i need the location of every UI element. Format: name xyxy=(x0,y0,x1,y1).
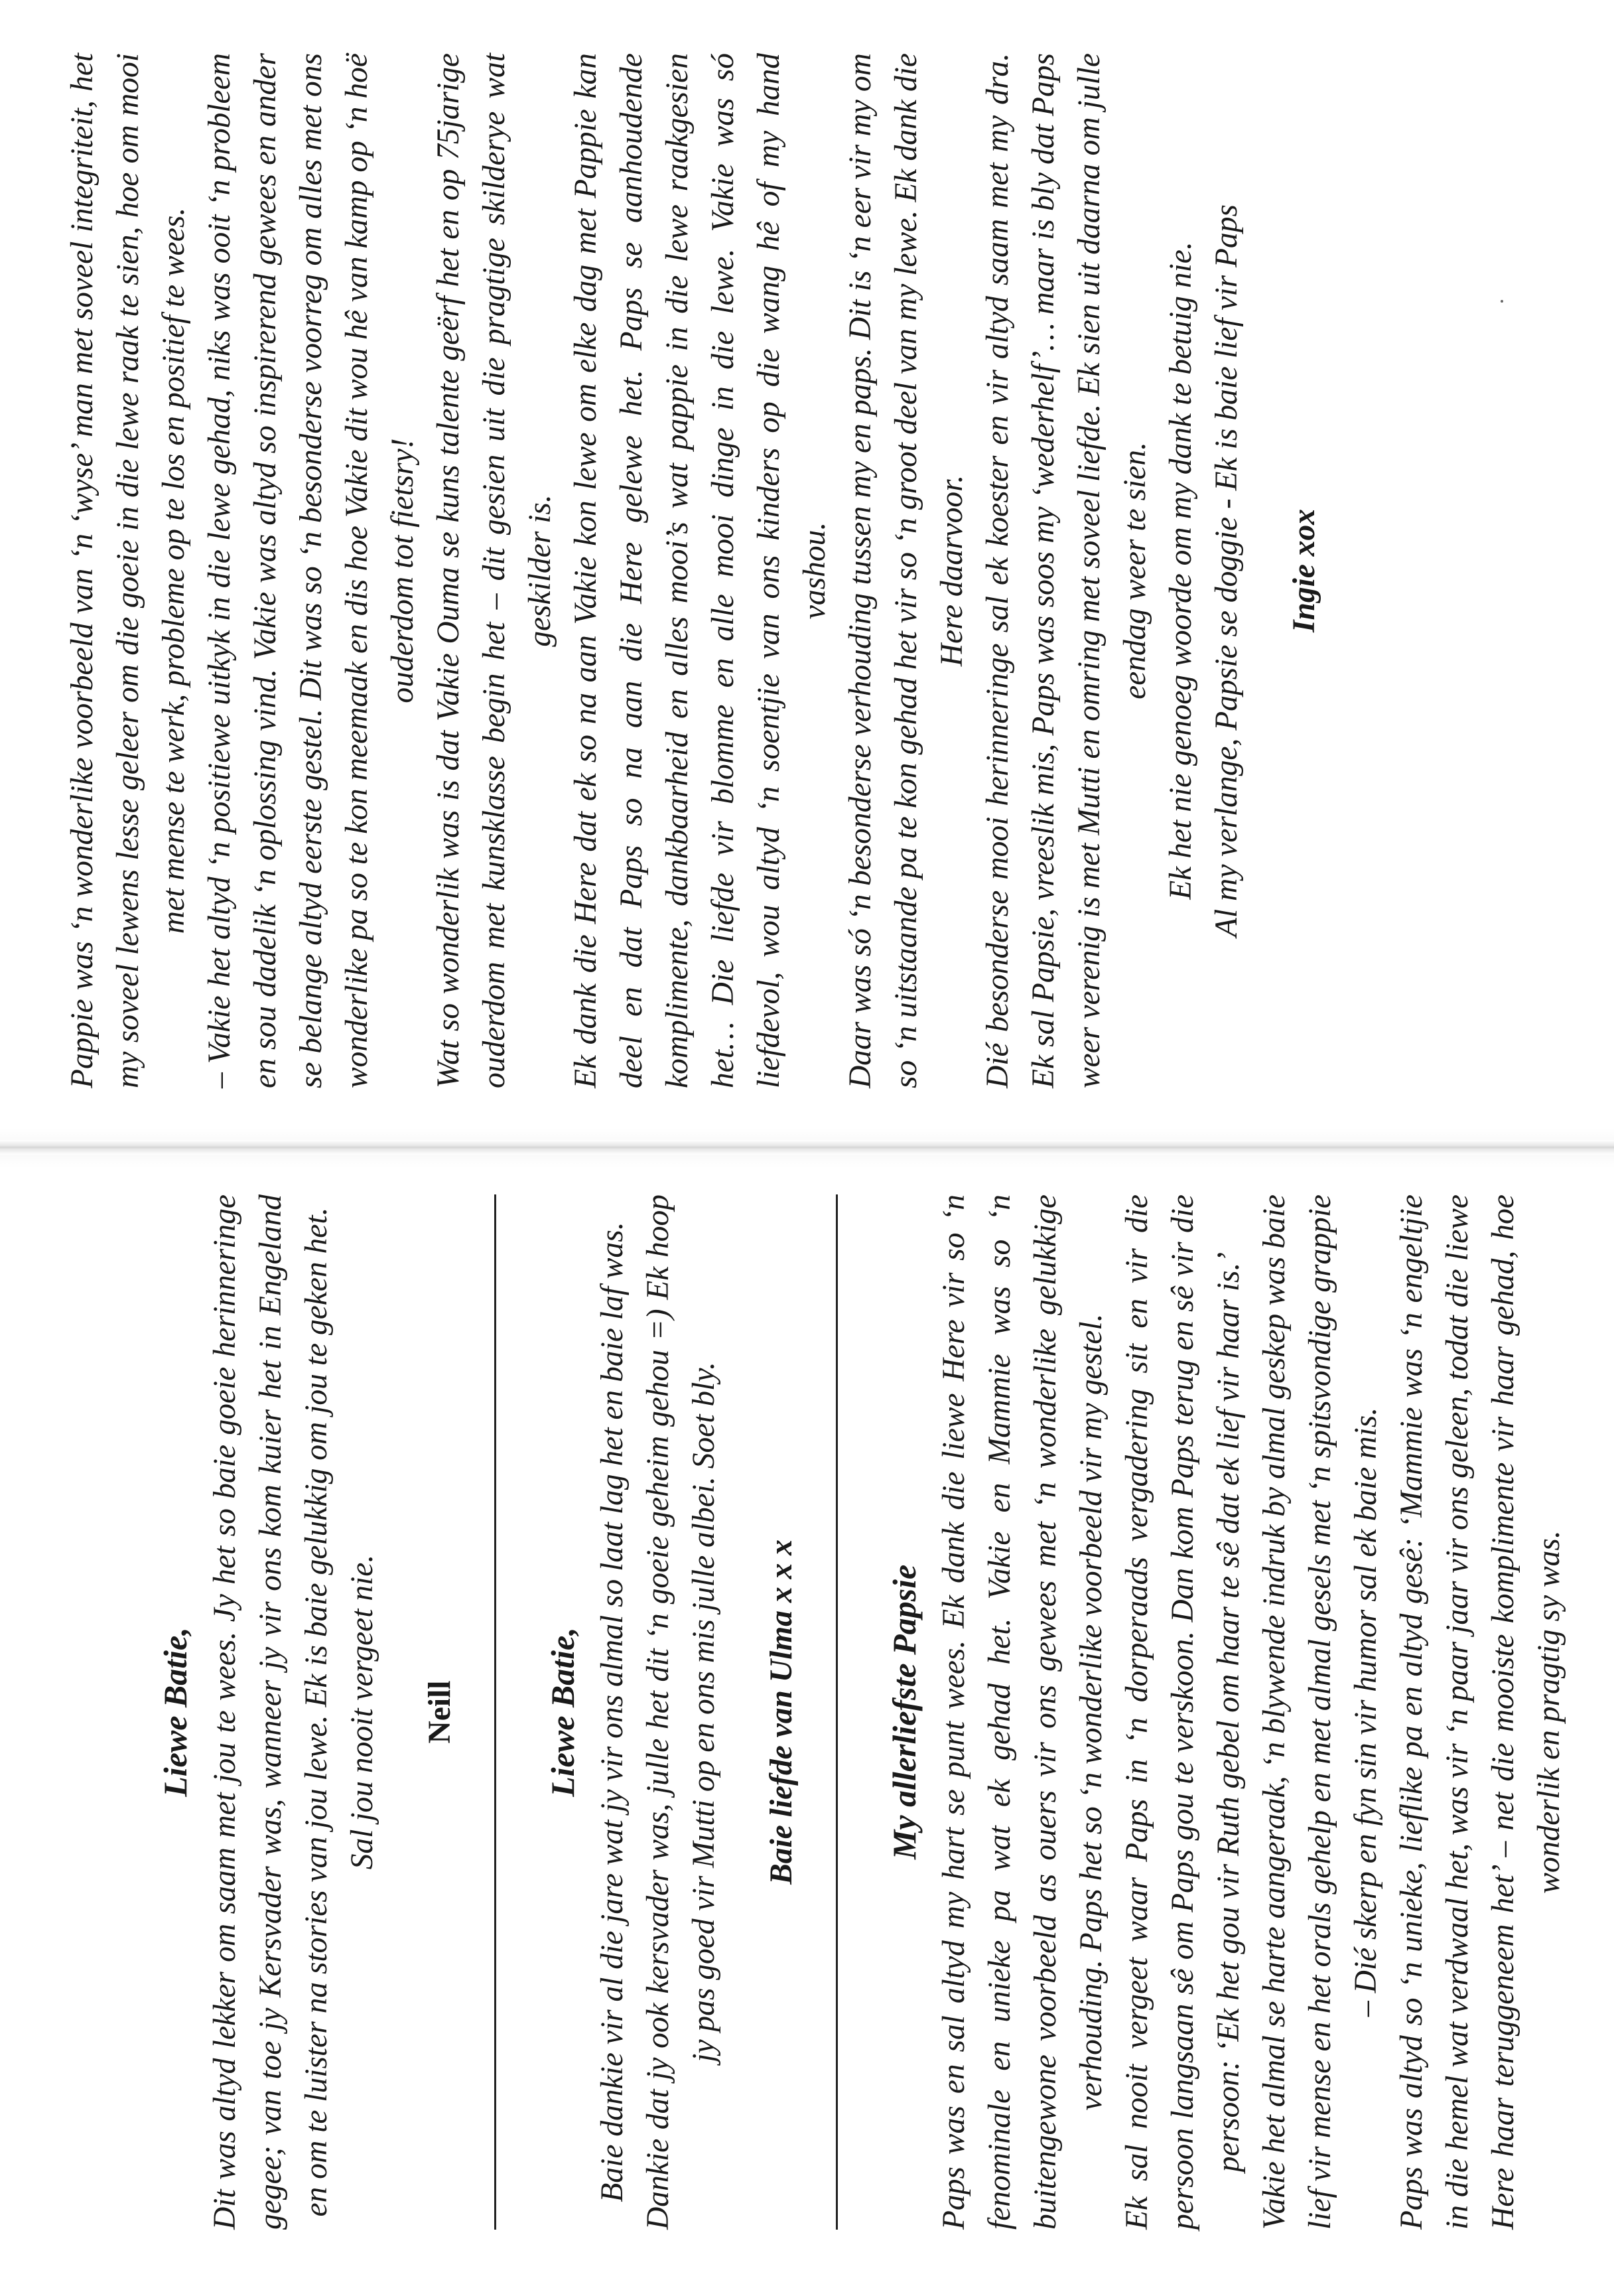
divider-2 xyxy=(836,1194,838,2230)
letter-papsie-paragraph-2: Ek sal nooit vergeet waar Paps in ‘n dorperaads vergadering sit en vir die persoon langsaan sê om Paps gou te verskoon. Dan kom Paps terug en sê vir die persoon: ‘Ek het gou vir Ruth gebel om haar te sê dat ek lief vir haar is.’ xyxy=(1120,1194,1246,2230)
letter-ulma-signature: Baie liefde van Ulma x x x xyxy=(764,1540,799,1885)
page-fold xyxy=(0,1140,1614,1155)
letter-ulma xyxy=(508,1194,805,2230)
spacer xyxy=(850,1194,882,2230)
letter-papsie xyxy=(850,1194,1572,2230)
ingie-paragraph-8: Al my verlange, Papsie se doggie - Ek is baie lief vir Paps xyxy=(1209,204,1244,938)
ingie-paragraph-4: Ek dank die Here dat ek so na aan Vakie kon lewe om elke dag met Pappie kan deel en dat Paps so na aan die Here gelewe het. Paps se aanhoudende komplimente, dankbaarheid en alles mooi’s wat pappie in die lewe raakgesien het… Die liefde vir blomme en alle mooi dinge in die lewe. Vakie was só liefdevol, wou altyd ‘n soentjie van ons kinders op die wang hê of my hand vashou. xyxy=(569,53,832,1088)
letter-papsie-paragraph-1: Paps was en sal altyd my hart se punt wees. Ek dank die liewe Here vir so ‘n fenominale en unieke pa wat ek gehad het. Vakie en Mammie was so ‘n buitengewone voorbeeld as ouers vir ons gewees met ‘n wonderlike gelukkige verhouding. Paps het so ‘n wonderlike voorbeeld vir my gestel. xyxy=(937,1194,1109,2230)
ingie-paragraph-5: Daar was só ‘n besonderse verhouding tussen my en paps. Dit is ‘n eer vir my om so ‘n uitstaande pa te kon gehad het vir so ‘n groot deel van my lewe. Ek dank die Here daarvoor. xyxy=(843,53,969,1088)
ingie-paragraph-1: Pappie was ‘n wonderlike voorbeeld van ‘n ‘wyse’ man met soveel integriteit, het my soveel lewens lesse geleer om die goeie in die lewe raak te sien, hoe om mooi met mense te werk, probleme op te los en positief te wees. xyxy=(65,53,191,1088)
letter-neill-paragraph-1: Dit was altyd lekker om saam met jou te wees. Jy het so baie goeie herinneringe gegee; van toe jy Kersvader was, wanneer jy vir ons kom kuier het in Engeland en om te luister na stories van jou lewe. Ek is baie gelukkig om jou te geken het. xyxy=(208,1194,334,2230)
ingie-signature: Ingie xox xyxy=(1286,508,1321,633)
ingie-paragraph-3: Wat so wonderlik was is dat Vakie Ouma se kuns talente geërf het en op 75jarige ouderdom met kunsklasse begin het – dit gesien uit die pragtige skilderye wat geskilder is. xyxy=(431,53,557,1088)
letter-ulma-paragraph-2: Dankie dat jy ook kersvader was, julle het dit ‘n goeie geheim gehou =) Ek hoop jy pas goed vir Mutti op en ons mis julle albei. Soet bly. xyxy=(641,1194,721,2230)
letter-papsie-paragraph-3: Vakie het almal se harte aangeraak, ‘n blywende indruk by almal geskep was baie lief vir mense en het orals gehelp en met almal gesels met ‘n spitsvondige grappie – Dié skerp en fyn sin vir humor sal ek baie mis. xyxy=(1257,1194,1383,2230)
letter-ulma-paragraph-1: Baie dankie vir al die jare wat jy vir ons almal so laat lag het en baie laf was. xyxy=(595,1222,630,2202)
spacer xyxy=(508,1194,540,2230)
leaf-left xyxy=(106,1194,1614,2230)
spacer xyxy=(106,1194,153,2230)
divider-1 xyxy=(494,1194,496,2230)
letter-neill-salutation: Liewe Batie, xyxy=(157,1627,194,1797)
ingie-paragraph-6: Dié besonderse mooi herinneringe sal ek koester en vir altyd saam met my dra. Ek sal Papsie, vreeslik mis, Paps was soos my ‘wederhelf’… maar is bly dat Paps weer verenig is met Mutti en omring met soveel liefde. Ek sien uit daarna om julle eendag weer te sien. xyxy=(980,53,1152,1088)
leaf-right xyxy=(60,53,1585,1088)
letter-papsie-paragraph-4: Paps was altyd so ‘n unieke, lieflike pa en altyd gesê: ‘Mammie was ‘n engeltjie in die hemel wat verdwaal het, was vir ‘n paar jaar vir ons geleen, todat die liewe Here haar teruggeneem het’ – net die mooiste komplimente vir haar gehad, hoe wonderlik en pragtig sy was. xyxy=(1394,1194,1566,2230)
ingie-paragraph-2: – Vakie het altyd ‘n positiewe uitkyk in die lewe gehad, niks was ooit ‘n probleem en sou dadelik ‘n oplossing vind. Vakie was altyd so inspirerend gewees en ander se belange altyd eerste gestel. Dit was so ‘n besonderse voorreg om alles met ons wonderlike pa so te kon meemaak en dis hoe Vakie dit wou hê van kamp op ‘n hoë ouderdom tot fietsry! xyxy=(202,53,420,1088)
letter-ulma-salutation: Liewe Batie, xyxy=(544,1627,581,1797)
letter-neill xyxy=(106,1194,463,2230)
letter-neill-paragraph-2: Sal jou nooit vergeet nie. xyxy=(345,1554,379,1870)
ingie-paragraph-7: Ek het nie genoeg woorde om my dank te betuig nie. xyxy=(1164,242,1198,900)
letter-neill-signature: Neill xyxy=(422,1680,457,1744)
letter-papsie-salutation: My allerliefste Papsie xyxy=(886,1564,923,1860)
